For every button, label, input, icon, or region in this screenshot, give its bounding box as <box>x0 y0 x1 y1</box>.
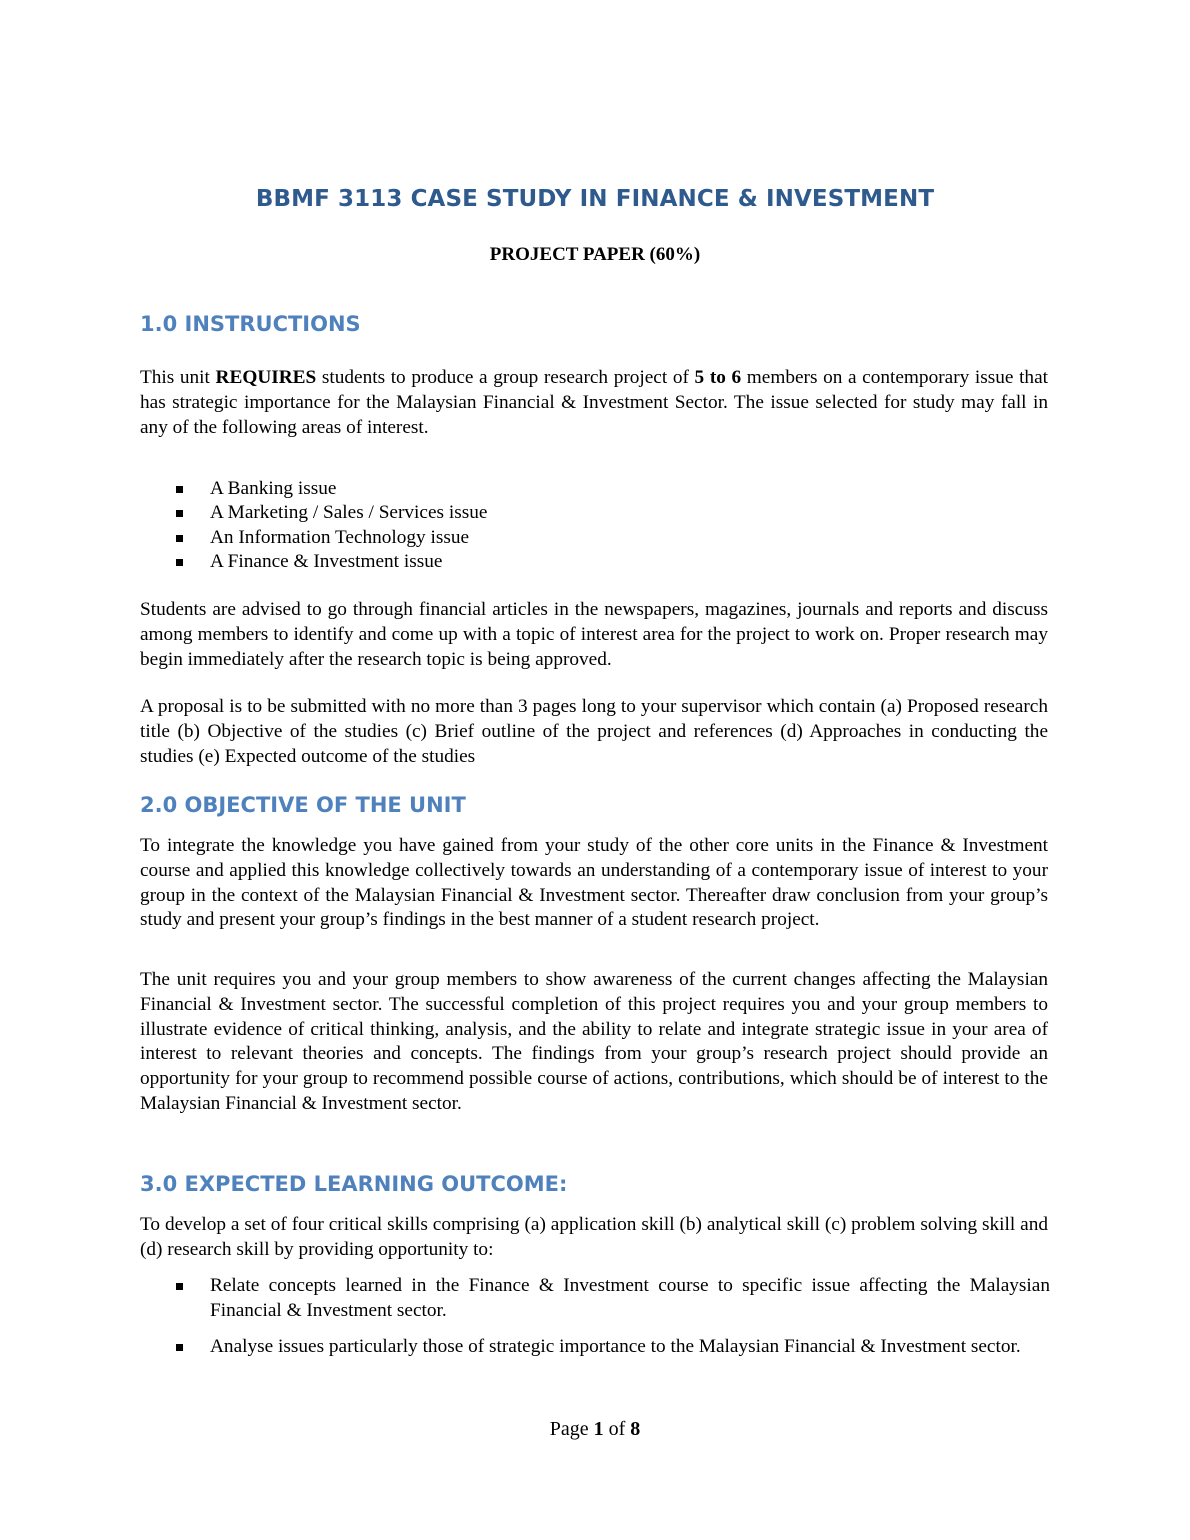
list-item: A Finance & Investment issue <box>176 550 1050 574</box>
bullet-icon <box>176 510 183 517</box>
research-advice-paragraph: Students are advised to go through financial articles in the newspapers, magazines, journals and reports and discuss among members to identify and come up with a topic of interest area for the project to work on. Proper research may begin immediately after the research topic is being approved. <box>140 599 1048 670</box>
section-heading-instructions: 1.0 INSTRUCTIONS <box>140 312 361 336</box>
requires-emphasis: REQUIRES <box>215 367 317 388</box>
total-page-count: 8 <box>630 1418 641 1440</box>
proposal-paragraph: A proposal is to be submitted with no more than 3 pages long to your supervisor which contain (a) Proposed research title (b) Objective of the studies (c) Brief outline of the project and references (d) Approaches in conducting the studies (e) Expected outcome of the studies <box>140 696 1048 767</box>
group-size-emphasis: 5 to 6 <box>694 367 742 388</box>
list-item: Relate concepts learned in the Finance & Investment course to specific issue affecting the Malaysian Financial & Investment sector. <box>176 1274 1050 1324</box>
areas-of-interest-list <box>176 477 1050 574</box>
learning-outcome-list <box>176 1274 1050 1370</box>
bullet-icon <box>176 486 183 493</box>
list-item: A Marketing / Sales / Services issue <box>176 501 1050 525</box>
document-title: BBMF 3113 CASE STUDY IN FINANCE & INVESTMENT <box>255 186 935 212</box>
list-item: Analyse issues particularly those of strategic importance to the Malaysian Financial & Investment sector. <box>176 1335 1050 1360</box>
section-heading-objective: 2.0 OBJECTIVE OF THE UNIT <box>140 793 466 817</box>
bullet-icon <box>176 1344 183 1351</box>
instructions-intro-paragraph: This unit REQUIRES students to produce a group research project of 5 to 6 members on a contemporary issue that has strategic importance for the Malaysian Financial & Investment Sector. The issue selected for study may fall in any of the following areas of interest. <box>140 367 1048 438</box>
list-item: An Information Technology issue <box>176 526 1050 550</box>
document-subtitle: PROJECT PAPER (60%) <box>489 244 701 265</box>
bullet-icon <box>176 559 183 566</box>
current-page-number: 1 <box>593 1418 604 1440</box>
bullet-icon <box>176 1283 183 1290</box>
section-heading-learning-outcome: 3.0 EXPECTED LEARNING OUTCOME: <box>140 1172 568 1196</box>
learning-outcome-paragraph: To develop a set of four critical skills comprising (a) application skill (b) analytical skill (c) problem solving skill and (d) research skill by providing opportunity to: <box>140 1214 1048 1260</box>
page-number-footer: Page 1 of 8 <box>549 1418 641 1440</box>
objective-paragraph-1: To integrate the knowledge you have gained from your study of the other core units in the Finance & Investment course and applied this knowledge collectively towards an understanding of a contemporary issue of interest to your group in the context of the Malaysian Financial & Investment sector. Thereafter draw conclusion from your group’s study and present your group’s findings in the best manner of a student research project. <box>140 835 1048 931</box>
bullet-icon <box>176 535 183 542</box>
list-item: A Banking issue <box>176 477 1050 501</box>
objective-paragraph-2: The unit requires you and your group members to show awareness of the current changes affecting the Malaysian Financial & Investment sector. The successful completion of this project requires you and your group members to illustrate evidence of critical thinking, analysis, and the ability to relate and integrate strategic issue in your area of interest to relevant theories and concepts. The findings from your group’s research project should provide an opportunity for your group to recommend possible course of actions, contributions, which should be of interest to the Malaysian Financial & Investment sector. <box>140 969 1048 1114</box>
